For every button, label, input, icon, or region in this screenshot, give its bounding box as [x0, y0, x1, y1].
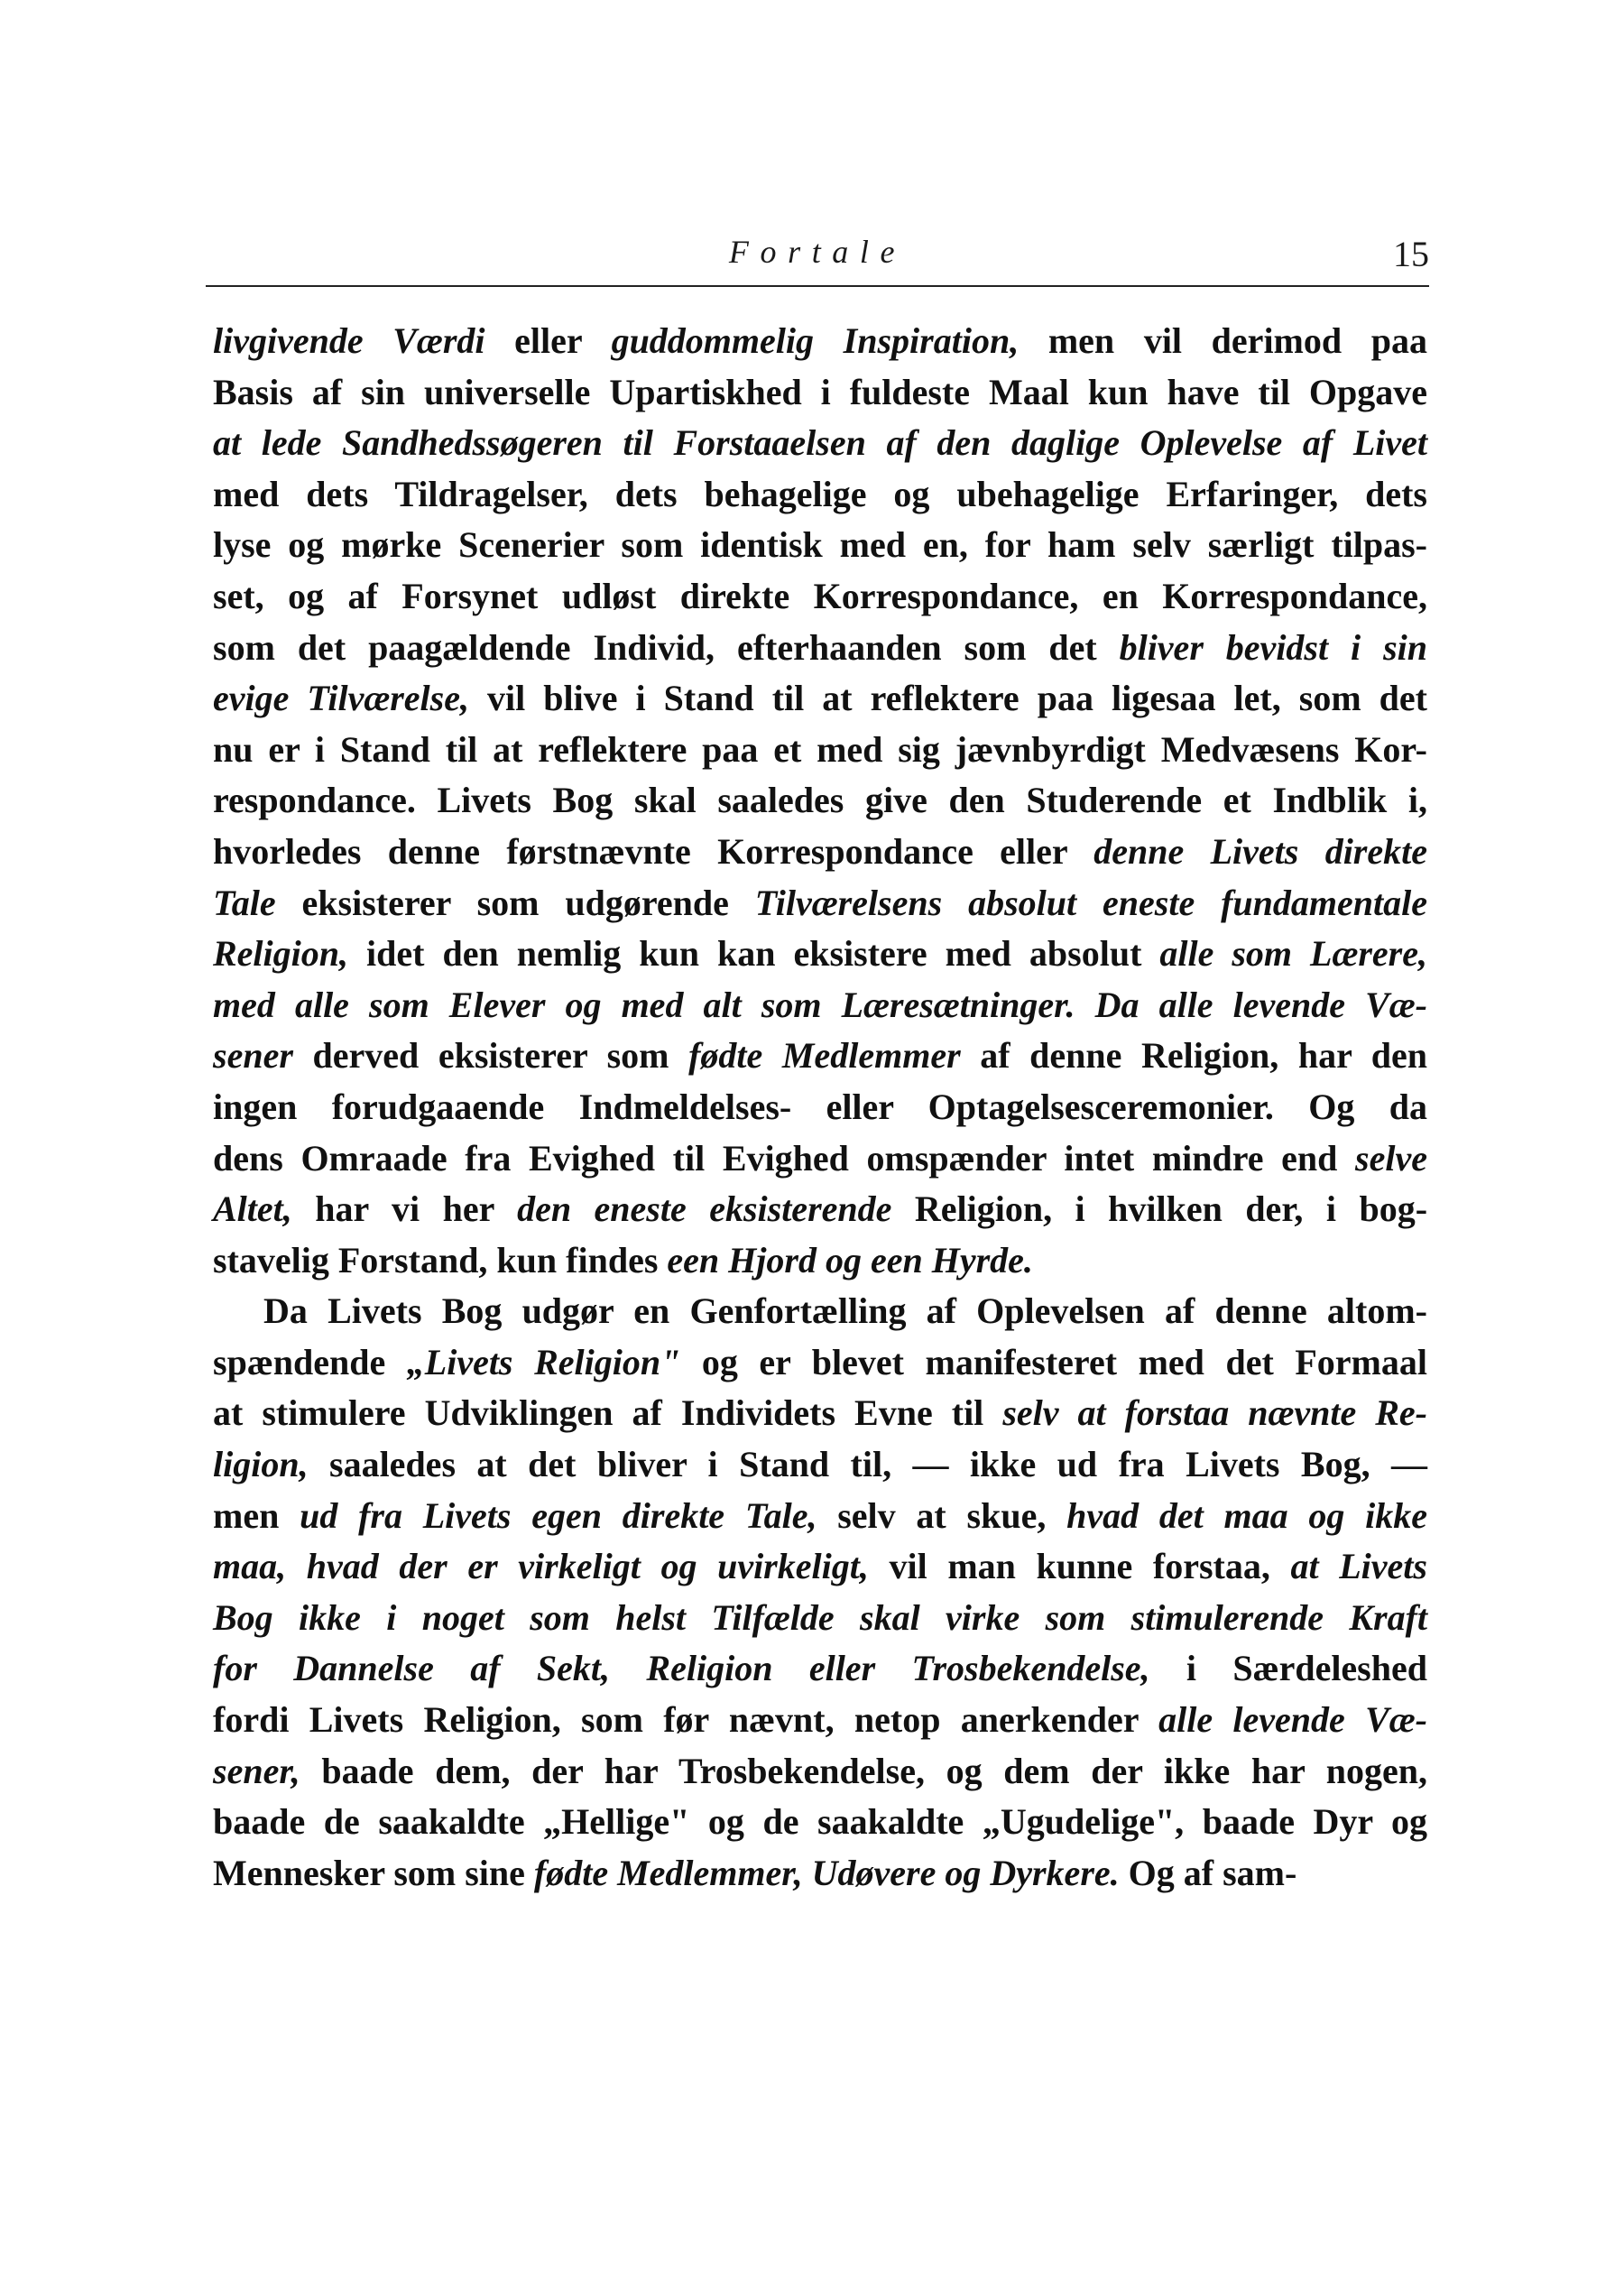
text-run: hvorledes denne førstnævnte Korrespondance eller	[213, 830, 1094, 872]
text-line	[213, 1491, 1427, 1542]
italic-run: Bog ikke i noget som helst Tilfælde skal virke som stimulerende Kraft	[213, 1596, 1427, 1638]
text-line	[213, 673, 1427, 725]
text-line	[213, 775, 1427, 827]
italic-run: Tale	[213, 882, 276, 923]
chapter-title: Fortale	[728, 234, 907, 270]
text-run: vil blive i Stand til at reflektere paa ligesaa let, som det	[468, 678, 1427, 719]
text-run: med dets Tildragelser, dets behagelige og ubehagelige Erfaringer, dets	[213, 473, 1427, 514]
text-line	[213, 827, 1427, 878]
text-line	[213, 1184, 1427, 1235]
text-line	[213, 1133, 1427, 1185]
italic-run: fødte Medlemmer, Udøvere og Dyrkere.	[533, 1852, 1120, 1893]
text-run: ingen forudgaaende Indmeldelses- eller Optagelsesceremonier. Og da	[213, 1086, 1427, 1127]
text-run: selv at skue,	[817, 1494, 1067, 1536]
text-run: Mennesker som sine	[213, 1852, 534, 1893]
italic-run: guddommelig Inspiration,	[611, 320, 1020, 361]
text-run: i Særdeleshed	[1149, 1648, 1427, 1689]
running-header	[206, 226, 1429, 289]
text-run: Og af sam-	[1119, 1852, 1297, 1893]
page-number: 15	[1393, 234, 1429, 274]
italic-run: den eneste eksisterende	[517, 1188, 892, 1230]
italic-run: ligion,	[213, 1444, 309, 1485]
text-run: Da Livets Bog udgør en Genfortælling af Oplevelsen af denne altom-	[263, 1290, 1427, 1332]
italic-run: alle levende Væ-	[1158, 1699, 1427, 1741]
text-run: eller	[484, 320, 612, 361]
text-line	[213, 316, 1427, 367]
text-run: fordi Livets Religion, som før nævnt, netop anerkender	[213, 1699, 1159, 1741]
text-run: af denne Religion, har den	[960, 1035, 1427, 1077]
italic-run: bliver bevidst i sin	[1119, 626, 1428, 668]
text-line	[213, 725, 1427, 776]
text-run: nu er i Stand til at reflektere paa et med sig jævnbyrdigt Medvæsens Kor-	[213, 728, 1427, 770]
body-text	[213, 316, 1427, 1899]
italic-run: med alle som Elever og med alt som Læresætninger. Da alle levende Væ-	[213, 984, 1427, 1025]
text-line	[213, 1746, 1427, 1798]
italic-run: evige Tilværelse,	[213, 678, 469, 719]
text-line	[213, 1593, 1427, 1644]
italic-run: selve	[1355, 1137, 1427, 1179]
text-run: idet den nemlig kun kan eksistere med absolut	[348, 933, 1160, 975]
header-rule	[206, 285, 1429, 287]
italic-run: at Livets	[1290, 1546, 1427, 1587]
text-line	[213, 1082, 1427, 1133]
text-line	[213, 418, 1427, 469]
text-line	[213, 1541, 1427, 1593]
italic-run: at lede Sandhedssøgeren til Forstaaelsen af den daglige Oplevelse af Livet	[213, 422, 1427, 464]
text-line	[213, 1643, 1427, 1695]
text-run: som det paagældende Individ, efterhaanden som det	[213, 626, 1120, 668]
text-run: vil man kunne forstaa,	[868, 1546, 1291, 1587]
text-line	[213, 623, 1427, 674]
text-run: dens Omraade fra Evighed til Evighed omspænder intet mindre end	[213, 1137, 1356, 1179]
text-run: men vil derimod paa	[1019, 320, 1428, 361]
text-run: stavelig Forstand, kun findes	[213, 1239, 668, 1281]
text-line	[213, 367, 1427, 419]
italic-run: een Hjord og een Hyrde.	[667, 1239, 1033, 1281]
italic-run: hvad det maa og ikke	[1066, 1494, 1427, 1536]
text-line	[213, 520, 1427, 571]
text-line	[213, 1337, 1427, 1389]
italic-run: alle som Lærere,	[1159, 933, 1428, 975]
text-line	[213, 1695, 1427, 1746]
text-run: respondance. Livets Bog skal saaledes give den Studerende et Indblik i,	[213, 780, 1427, 821]
italic-run: denne Livets direkte	[1093, 830, 1427, 872]
italic-run: Religion,	[213, 933, 349, 975]
text-run: og er blevet manifesteret med det Formaal	[680, 1341, 1427, 1382]
text-line	[213, 878, 1427, 929]
text-line	[213, 571, 1427, 623]
italic-run: maa, hvad der er virkeligt og uvirkeligt,	[213, 1546, 869, 1587]
text-run: derved eksisterer som	[292, 1035, 689, 1077]
text-run: men	[213, 1494, 300, 1536]
text-line	[213, 1286, 1427, 1337]
text-line	[213, 929, 1427, 980]
text-line	[213, 1439, 1427, 1491]
text-line	[213, 1797, 1427, 1848]
italic-run: selv at forstaa nævnte Re-	[1002, 1392, 1427, 1434]
text-run: eksisterer som udgørende	[275, 882, 755, 923]
text-line	[213, 1848, 1427, 1900]
italic-run: ud fra Livets egen direkte Tale,	[300, 1494, 817, 1536]
text-run: har vi her	[291, 1188, 518, 1230]
italic-run: „Livets Religion"	[406, 1341, 681, 1382]
italic-run: for Dannelse af Sekt, Religion eller Trosbekendelse,	[213, 1648, 1150, 1689]
italic-run: fødte Medlemmer	[688, 1035, 961, 1077]
text-line	[213, 1388, 1427, 1439]
text-run: saaledes at det bliver i Stand til, — ikke ud fra Livets Bog, —	[308, 1444, 1427, 1485]
text-run: baade de saakaldte „Hellige" og de saakaldte „Ugudelige", baade Dyr og	[213, 1801, 1427, 1843]
text-run: at stimulere Udviklingen af Individets Evne til	[213, 1392, 1003, 1434]
text-run: spændende	[213, 1341, 407, 1382]
text-run: Basis af sin universelle Upartiskhed i fuldeste Maal kun have til Opgave	[213, 371, 1427, 412]
text-run: lyse og mørke Scenerier som identisk med en, for ham selv særligt tilpas-	[213, 524, 1427, 566]
italic-run: sener,	[213, 1750, 300, 1791]
text-run: set, og af Forsynet udløst direkte Korrespondance, en Korrespondance,	[213, 575, 1427, 616]
italic-run: Tilværelsens absolut eneste fundamentale	[754, 882, 1428, 923]
italic-run: Altet,	[213, 1188, 292, 1230]
text-run: Religion, i hvilken der, i bog-	[891, 1188, 1428, 1230]
text-line	[213, 1235, 1427, 1287]
text-line	[213, 1031, 1427, 1082]
text-line	[213, 980, 1427, 1031]
italic-run: livgivende Værdi	[213, 320, 485, 361]
italic-run: sener	[213, 1035, 293, 1077]
text-run: baade dem, der har Trosbekendelse, og dem der ikke har nogen,	[300, 1750, 1427, 1791]
text-line	[213, 469, 1427, 521]
